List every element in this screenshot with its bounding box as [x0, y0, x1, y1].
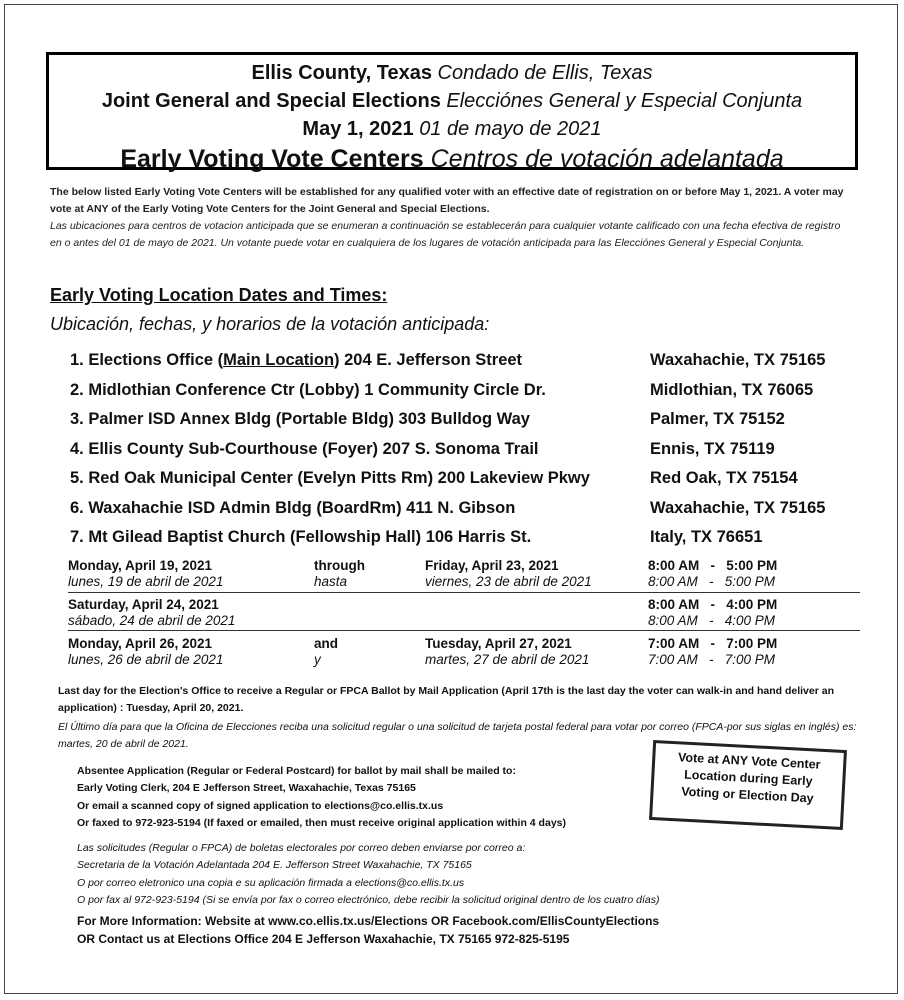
title-centers-en: Early Voting Vote Centers [120, 145, 424, 173]
location-city: Waxahachie, TX 75165 [650, 351, 826, 369]
vote-anywhere-callout: Vote at ANY Vote Center Location during Early Voting or Election Day [649, 740, 847, 830]
location-row [70, 465, 860, 495]
title-county-en: Ellis County, Texas [251, 62, 432, 84]
intro-spanish: Las ubicaciones para centros de votacion anticipada que se enumeran a continuación se establecerán para cualquier votante calificado con una fecha efectiva de registro en o antes del 01 de mayo de 2021. Un votante puede votar en cualquiera de los lugares de votación anticipada para las Elecciónes General y Especial Conjunta. [50, 220, 841, 249]
intro-english: The below listed Early Voting Vote Centers will be established for any qualified voter with an effective date of registration on or before May 1, 2021. A voter may vote at ANY of the Early Voting Vote Centers for the Joint General and Special Elections. [50, 186, 844, 215]
location-row [70, 436, 860, 466]
locations-list [70, 347, 860, 554]
title-date-en: May 1, 2021 [302, 118, 414, 140]
location-address: 2. Midlothian Conference Ctr (Lobby) 1 Community Circle Dr. [70, 380, 546, 399]
location-city: Red Oak, TX 75154 [650, 469, 798, 487]
more-info-website: For More Information: Website at www.co.ellis.tx.us/Elections OR Facebook.com/EllisCountyElections [77, 914, 660, 928]
schedule-block-weekdays [68, 558, 860, 593]
title-elections-es: Elecciónes General y Especial Conjunta [446, 90, 803, 112]
location-city: Midlothian, TX 76065 [650, 380, 814, 399]
location-address: 6. Waxahachie ISD Admin Bldg (BoardRm) 411 N. Gibson [70, 498, 516, 517]
location-address: 7. Mt Gilead Baptist Church (Fellowship Hall) 106 Harris St. [70, 528, 532, 546]
schedule-table [68, 558, 860, 671]
title-centers-es: Centros de votación adelantada [430, 145, 784, 173]
schedule-row-es: lunes, 19 de abril de 2021 hasta viernes, 23 de abril de 2021 8:00 AM - 5:00 PM [68, 574, 776, 589]
more-information [77, 912, 837, 948]
location-row [70, 524, 860, 554]
location-city: Waxahachie, TX 75165 [650, 498, 826, 517]
title-box [46, 52, 858, 173]
location-city: Palmer, TX 75152 [650, 410, 785, 428]
schedule-row-en: Monday, April 19, 2021 through Friday, April 23, 2021 8:00 AM - 5:00 PM [68, 558, 778, 573]
intro-text [50, 184, 850, 252]
locations-heading-es: Ubicación, fechas, y horarios de la votación anticipada: [50, 314, 490, 334]
location-row [70, 406, 860, 436]
title-line-4 [49, 143, 855, 175]
location-address: 1. Elections Office (Main Location) 204 E. Jefferson Street [70, 351, 523, 369]
title-line-3 [49, 115, 855, 143]
title-line-1 [49, 59, 855, 87]
absentee-es: Las solicitudes (Regular o FPCA) de boletas electorales por correo deben enviarse por correo a: Secretaria de la Votación Adelantada 204 E. Jefferson Street Waxahachie, TX 75165 O por correo eletronico una copia e su aplicación firmada a elections@co.ellis.tx.us O por fax al 972-923-5194 (Si se envía por fax o correo electrónico, debe recibir la solicitud original dentro de los cuatro días) [77, 842, 660, 907]
deadline-notice [58, 683, 858, 753]
deadline-notice-es: El Último día para que la Oficina de Elecciones reciba una solicitud regular o una solicitud de tarjeta postal federal para votar por correo (FPCA-por sus siglas en inglés) es: martes, 20 de abril de 2021. [58, 721, 857, 750]
locations-heading-en: Early Voting Location Dates and Times: [50, 285, 388, 305]
schedule-row-en: Monday, April 26, 2021 and Tuesday, April 27, 2021 7:00 AM - 7:00 PM [68, 636, 778, 651]
schedule-row-es: lunes, 26 de abril de 2021 y martes, 27 de abril de 2021 7:00 AM - 7:00 PM [68, 652, 776, 667]
schedule-row-en: Saturday, April 24, 2021 8:00 AM - 4:00 PM [68, 597, 778, 612]
main-location-label: Main Location [223, 351, 335, 369]
title-elections-en: Joint General and Special Elections [101, 90, 441, 112]
absentee-en: Absentee Application (Regular or Federal Postcard) for ballot by mail shall be mailed to: Early Voting Clerk, 204 E Jefferson Street, Waxahachie, Texas 75165 Or email a scanned copy of signed application to elections@co.ellis.tx.us Or faxed to 972-923-5194 (If faxed or emailed, then must receive original application within 4 days) [77, 765, 566, 829]
more-info-contact: OR Contact us at Elections Office 204 E Jefferson Waxahachie, TX 75165 972-825-5195 [77, 932, 570, 946]
location-address: 3. Palmer ISD Annex Bldg (Portable Bldg) 303 Bulldog Way [70, 410, 530, 428]
location-city: Ennis, TX 75119 [650, 439, 775, 458]
deadline-notice-en: Last day for the Election's Office to receive a Regular or FPCA Ballot by Mail Application (April 17th is the last day the voter can walk-in and hand deliver an application) : Tuesday, April 20, 2021. [58, 685, 834, 714]
schedule-block-saturday [68, 593, 860, 631]
location-row [70, 347, 860, 377]
location-row [70, 495, 860, 525]
location-row [70, 377, 860, 407]
title-date-es: 01 de mayo de 2021 [419, 118, 602, 140]
location-address: 5. Red Oak Municipal Center (Evelyn Pitts Rm) 200 Lakeview Pkwy [70, 469, 590, 487]
location-city: Italy, TX 76651 [650, 528, 763, 546]
schedule-row-es: sábado, 24 de abril de 2021 8:00 AM - 4:00 PM [68, 613, 776, 628]
title-county-es: Condado de Ellis, Texas [437, 62, 653, 84]
location-address: 4. Ellis County Sub-Courthouse (Foyer) 207 S. Sonoma Trail [70, 439, 539, 458]
schedule-block-final [68, 631, 860, 671]
title-line-2 [49, 87, 855, 115]
